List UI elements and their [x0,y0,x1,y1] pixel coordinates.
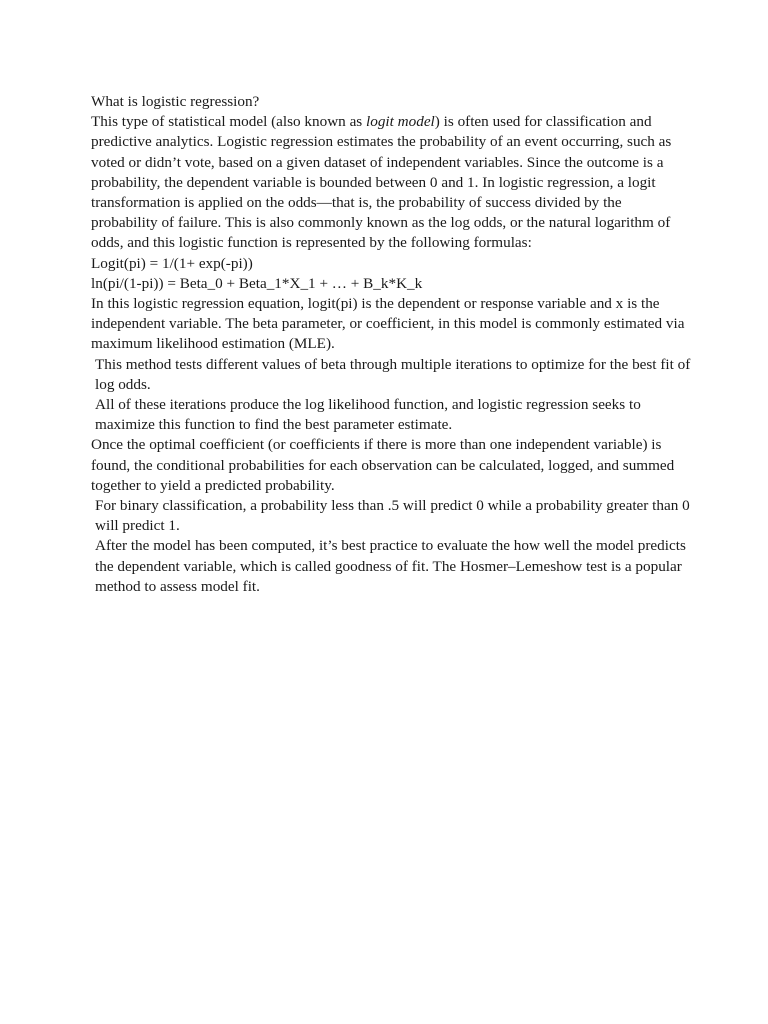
explanation-block [91,294,691,597]
document-heading: What is logistic regression? [91,93,260,110]
intro-text-end: ) is often used for classification and predictive analytics. Logistic regression estimates the probability of an event occurring, such as voted or didn’t vote, based on a given dataset of independent variables. Since the outcome is a probability, the dependent variable is bounded between 0 and 1. In logistic regression, a logit transformation is applied on the odds—that is, the probability of success divided by the probability of failure. This is also commonly known as the log odds, or the natural logarithm of odds, and this logistic function is represented by the following formulas: [91,113,672,252]
explanation-line: For binary classification, a probability less than .5 will predict 0 while a probability greater than 0 will predict 1. [95,497,690,535]
document-page [91,92,691,597]
formula-logit: Logit(pi) = 1/(1+ exp(-pi)) [91,254,253,272]
intro-italic-term: logit model [366,113,435,131]
intro-text-start: This type of statistical model (also known as [91,113,367,131]
explanation-line: After the model has been computed, it’s best practice to evaluate the how well the model predicts the dependent variable, which is called goodness of fit. The Hosmer–Lemeshow test is a popular method to assess model fit. [95,537,686,595]
explanation-line: In this logistic regression equation, logit(pi) is the dependent or response variable and x is the independent variable. The beta parameter, or coefficient, in this model is commonly estimated via maximum likelihood estimation (MLE). [91,295,685,353]
formula-log-odds: ln(pi/(1-pi)) = Beta_0 + Beta_1*X_1 + … + B_k*K_k [91,274,423,292]
explanation-line: All of these iterations produce the log likelihood function, and logistic regression seeks to maximize this function to find the best parameter estimate. [95,396,641,434]
explanation-line: This method tests different values of beta through multiple iterations to optimize for the best fit of log odds. [95,355,691,393]
explanation-line: Once the optimal coefficient (or coefficients if there is more than one independent variable) is found, the conditional probabilities for each observation can be calculated, logged, and summed together to yield a predicted probability. [91,436,675,494]
intro-paragraph [91,112,691,253]
